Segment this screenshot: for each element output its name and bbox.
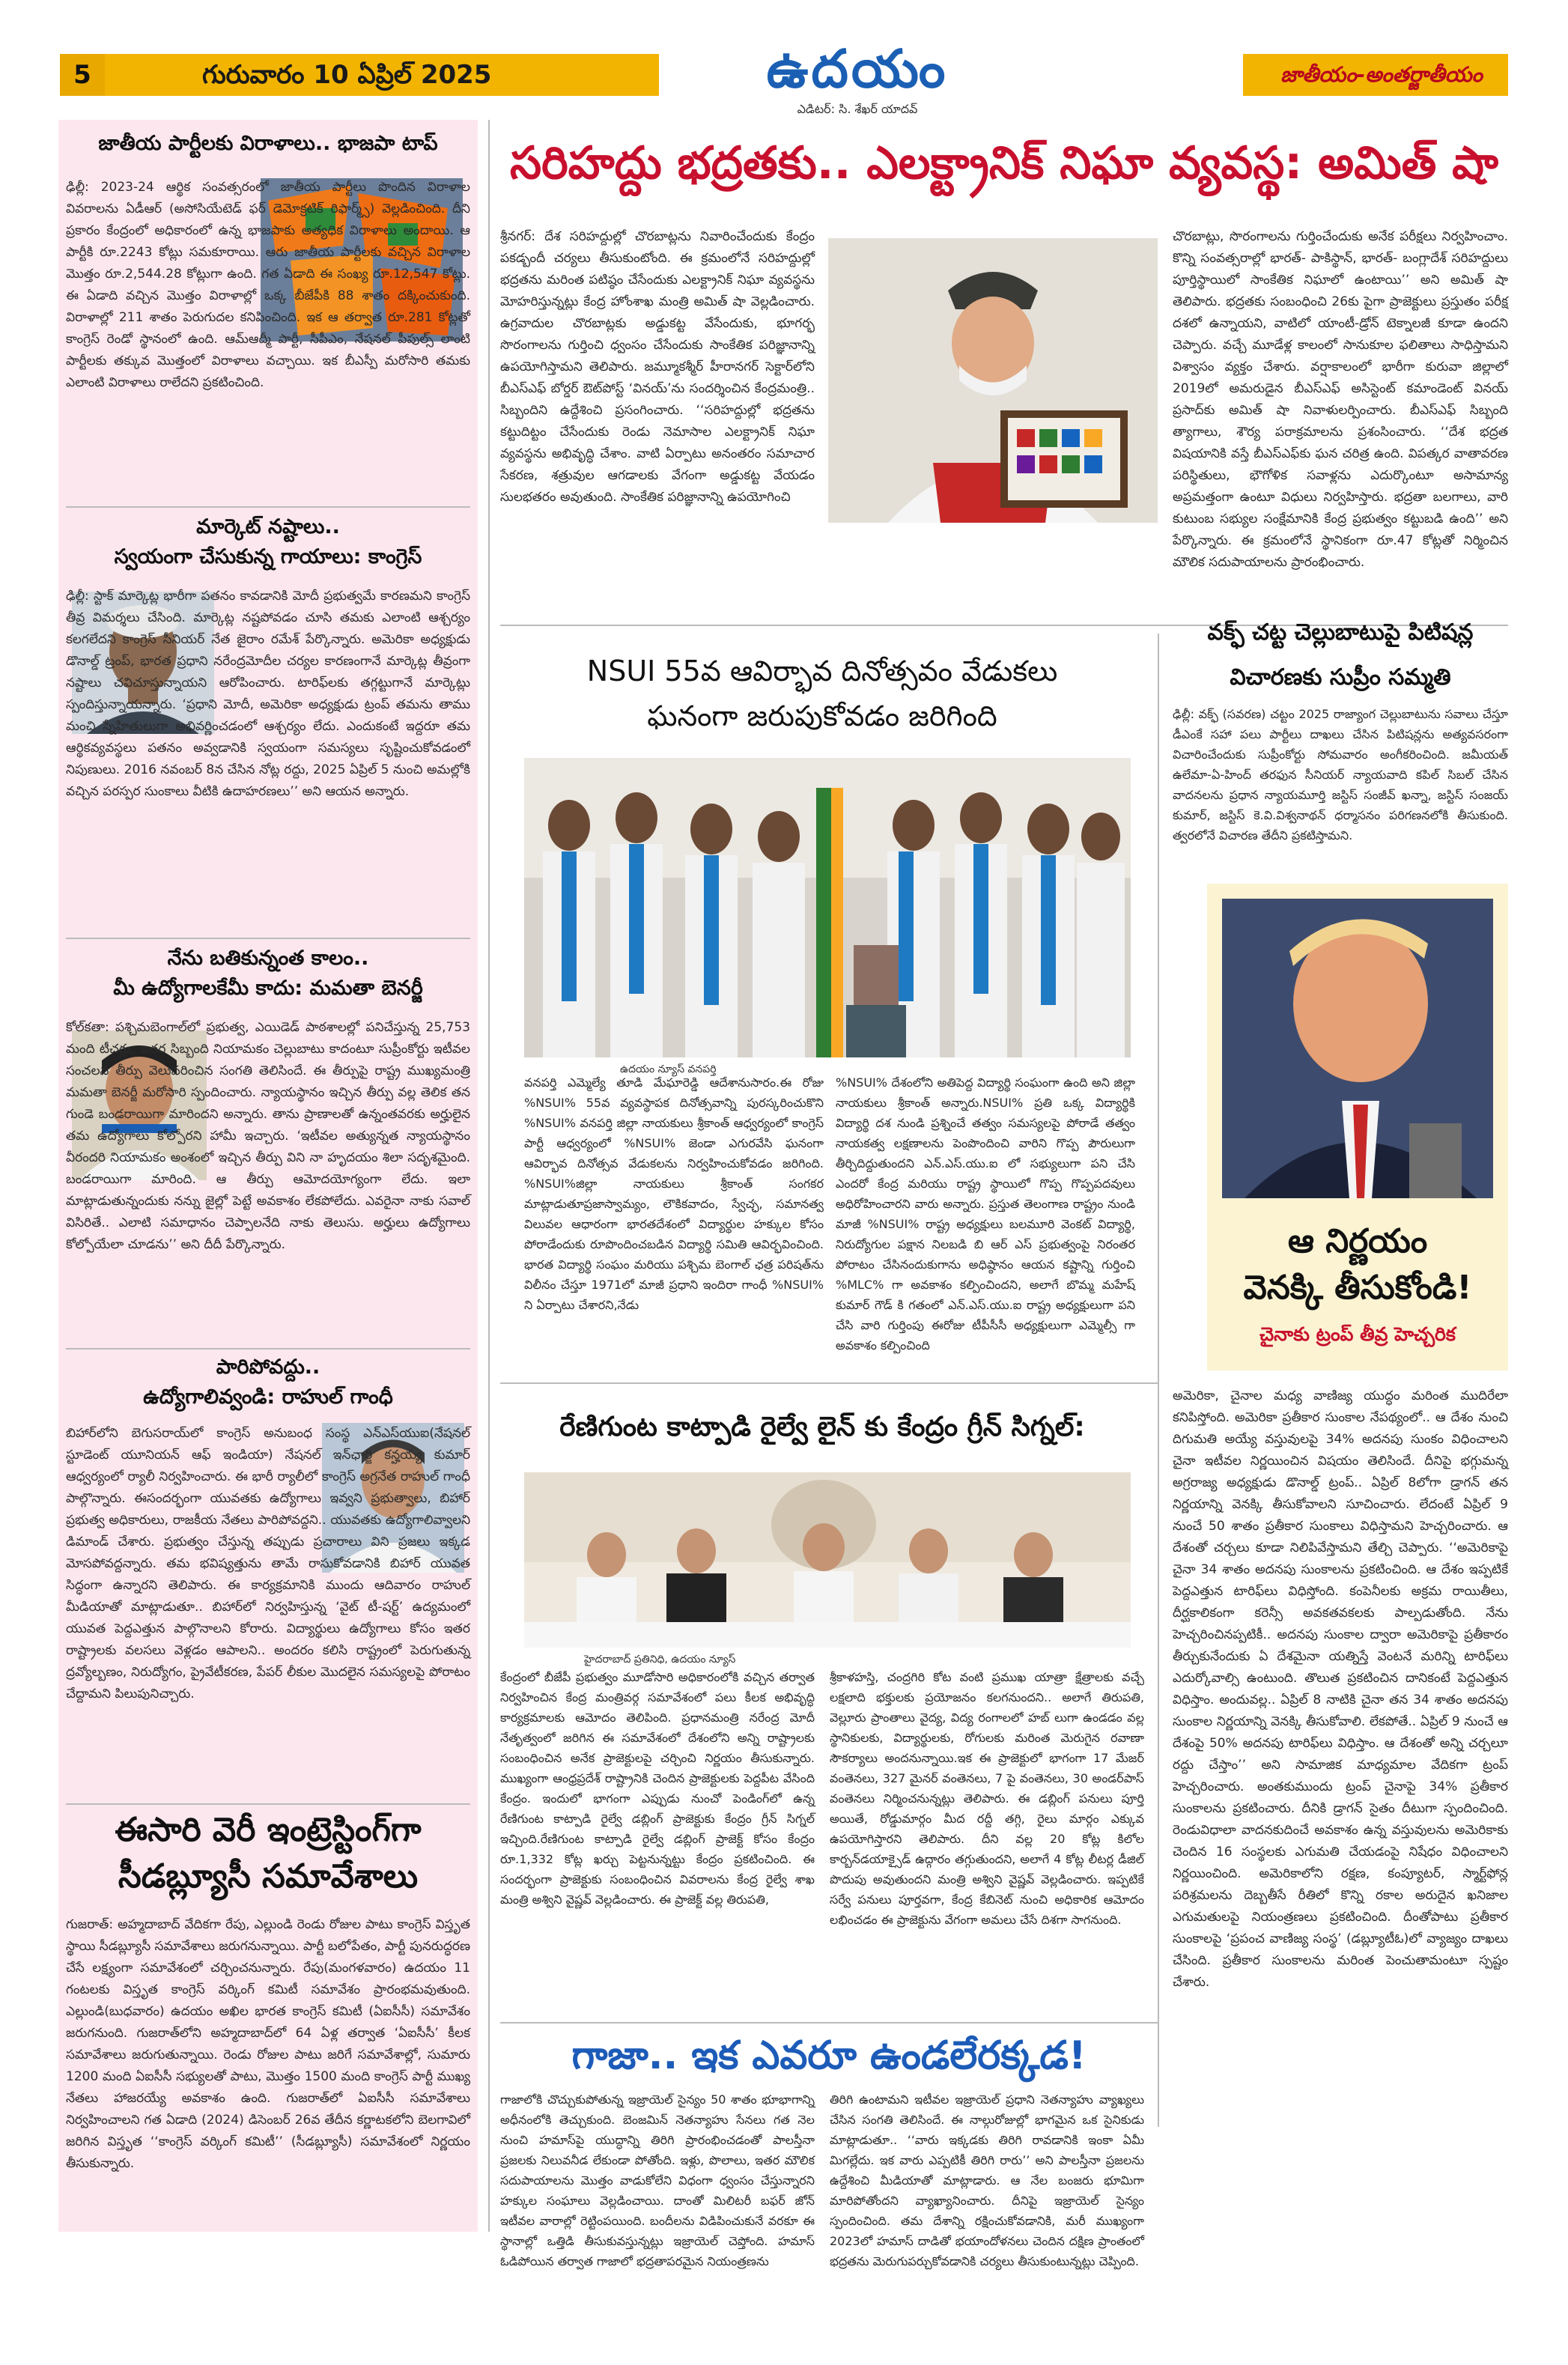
article-mamata-title-1: నేను బతికున్నంత కాలం.. — [167, 947, 369, 970]
page-number: 5 — [60, 54, 105, 96]
waqf-body: ఢిల్లీ: వక్ఫ్ (సవరణ) చట్టం 2025 రాజ్యాంగ చెల్లుబాటును సవాలు చేస్తూ డీఎంకే సహా పలు పార్టీలు దాఖలు చేసిన పిటిషన్లను అత్యవసరంగా విచారించేందుకు సుప్రీంకోర్టు సోమవారం అంగీకరించింది. జమీయత్ ఉలేమా-ఏ-హింద్ తరఫున సీనియర్ న్యాయవాది కపిల్ సిబల్ చేసిన వాదనలను ప్రధాన న్యాయమూర్తి జస్టిస్ సంజీవ్ ఖన్నా, జస్టిస్ సంజయ్ కుమార్, జస్టిస్ కె.వి.విశ్వనాథన్ ధర్మాసనం పరిగణనలోకి తీసుకుంది. త్వరలోనే విచారణ తేదీని ప్రకటిస్తామని. — [1173, 707, 1508, 843]
trump-body: అమెరికా, చైనాల మధ్య వాణిజ్య యుద్ధం మరింత ముదిరేలా కనిపిస్తోంది. అమెరికా ప్రతీకార సుంకాల నేపథ్యంలో.. ఆ దేశం నుంచి దిగుమతి అయ్యే వస్తువులపై 34% అదనపు సుంకం విధించాలని చైనా ఇటీవల నిర్ణయించిన విషయం తెలిసిందే. దీనిపై భగ్గుమన్న అగ్రరాజ్య అధ్యక్షుడు డొనాల్డ్ ట్రంప్.. ఏప్రిల్ 8లోగా డ్రాగన్ తన నిర్ణయాన్ని వెనక్కి తీసుకోవాలని సూచించారు. లేదంటే ఏప్రిల్ 9 నుంచే 50 శాతం ప్రతీకార సుంకాలు విధిస్తామని హెచ్చరించారు. ఆ దేశంతో చర్చలు కూడా నిలిపివేస్తామని తేల్చి చెప్పారు. ‘‘అమెరికాపై చైనా 34 శాతం అదనపు సుంకాలను ప్రకటించింది. ఆ దేశం ఇప్పటికే పెద్దఎత్తున టారిఫ్‌లు విధిస్తోంది. కంపెనీలకు అక్రమ రాయితీలు, దీర్ఘకాలికంగా కరెన్సీ అవకతవకలకు పాల్పడుతోంది. నేను హెచ్చరించినప్పటికీ.. అదనపు సుంకాల ద్వారా అమెరికాపై ప్రతీకారం తీర్చుకునేందుకు ఏ దేశమైనా యత్నిస్తే వెంటనే మరిన్ని టారిఫ్‌లు ఎదుర్కోవాల్సి ఉంటుంది. తొలుత ప్రకటించిన దానికంటే పెద్దఎత్తున విధిస్తాం. అందువల్ల.. ఏప్రిల్ 8 నాటికి చైనా తన 34 శాతం అదనపు సుంకాల నిర్ణయాన్ని వెనక్కి తీసుకోవాలి. లేకపోతే.. ఏప్రిల్ 9 నుంచే ఆ దేశంపై 50% అదనపు టారిఫ్‌లు విధిస్తాం. ఆ దేశంతో అన్ని చర్చలూ రద్దు చేస్తాం’’ అని సామాజిక మాధ్యమాల వేదికగా ట్రంప్ హెచ్చరించారు. అంతకుముందు ట్రంప్ చైనాపై 34% ప్రతీకార సుంకాలను ప్రకటించారు. దీనికి డ్రాగన్ సైతం దీటుగా స్పందించింది. రెండువిధాలా వాదనకుదించే అవకాశం ఉన్న వస్తువులను అమెరికాకు చెందిన 16 సంస్థలకు ఎగుమతి చేయడంపై నిషేధం విధించాలని నిర్ణయించింది. అమెరికాలోని రక్షణ, కంప్యూటర్, స్మార్ట్‌ఫోన్ల పరిశ్రమలను దెబ్బతీసే రీతిలో కొన్ని రకాల అరుదైన ఖనిజాల ఎగుమతులపై నియంత్రణలు ప్రకటించింది. దీంతోపాటు ప్రతీకార సుంకాలపై ‘ప్రపంచ వాణిజ్య సంస్థ’ (డబ్ల్యూటీఓ)లో వ్యాజ్యం దాఖలు చేసింది. ప్రతీకార సుంకాలను మరింత పెంచుతామంటూ స్పష్టం చేశారు. — [1173, 1388, 1508, 1990]
nsui-photo-caption: ఉదయం న్యూస్ వనపర్తి — [620, 1063, 717, 1075]
article-market-body: ఢిల్లీ: స్టాక్ మార్కెట్ల భారీగా పతనం కావడానికి మోదీ ప్రభుత్వమే కారణమని కాంగ్రెస్ తీవ్ర విమర్శలు చేసింది. మార్కెట్ల నష్టపోవడం చూసి తమకు ఎలాంటి ఆశ్చర్యం కలగలేదని కాంగ్రెస్ సీనియర్ నేత జైరాం రమేశ్ పేర్కొన్నారు. అమెరికా అధ్యక్షుడు డొనాల్డ్ ట్రంప్, భారత ప్రధాని నరేంద్రమోదీల చర్యల కారణంగానే మార్కెట్ల తీవ్రంగా నష్టాలు చవిచూస్తున్నాయని ఆరోపించారు. టారిఫ్‌లకు తగ్గట్టుగానే మార్కెట్లు స్పందిస్తున్నాయన్నారు. ‘ప్రధాని మోదీ, అమెరికా అధ్యక్షుడు ట్రంప్ తమను తాము మంచి స్నేహితులుగా అభివర్ణించడంలో ఆశ్చర్యం లేదు. ఎందుకంటే ఇద్దరూ తమ ఆర్థికవ్యవస్థలు పతనం అవ్వడానికి స్వయంగా సమస్యలు సృష్టించుకోవడంలో నిపుణులు. 2016 నవంబర్ 8న చేసిన నోట్ల రద్దు, 2025 ఏప్రిల్ 5 నుంచి అమల్లోకి వచ్చిన పరస్పర సుంకాలు వీటికి ఉదాహరణలు’’ అని ఆయన అన్నారు. — [66, 589, 470, 799]
section-name: జాతీయం-అంతర్జాతీయం — [1280, 62, 1483, 87]
waqf-headline-2: విచారణకు సుప్రీం సమ్మతి — [1230, 664, 1451, 690]
rail-body-col1: కేంద్రంలో బీజేపీ ప్రభుత్వం మూడోసారి అధికారంలోకి వచ్చిన తర్వాత నిర్వహించిన కేంద్ర మంత్రివర్గ సమావేశంలో పలు కీలక అభివృద్ధి కార్యక్రమాలకు ఆమోదం తెలిపింది. ప్రధానమంత్రి నరేంద్ర మోదీ నేతృత్వంలో జరిగిన ఈ సమావేశంలో దేశంలోని అన్ని రాష్ట్రాలకు సంబంధించిన అనేక ప్రాజెక్టులపై చర్చించి నిర్ణయం తీసుకున్నారు. ముఖ్యంగా ఆంధ్రప్రదేశ్ రాష్ట్రానికి చెందిన ప్రాజెక్టులకు పెద్దపీట వేసింది కేంద్రం. ఇందులో భాగంగా ఎప్పుడు నుంచో పెండింగ్‌లో ఉన్న రేణిగుంట కాట్పాడి రైల్వే డబ్లింగ్ ప్రాజెక్టుకు కేంద్రం గ్రీన్ సిగ్నల్ ఇచ్చింది.రేణిగుంట కాట్పాడి రైల్వే డబ్లింగ్ ప్రాజెక్ట్ కోసం కేంద్రం రూ.1,332 కోట్ల ఖర్చు పెట్టనున్నట్టు కేంద్రం ప్రకటించింది. ఈ సందర్భంగా ప్రాజెక్టుకు సంబంధించిన వివరాలను కేంద్ర రైల్వే శాఖ మంత్రి అశ్విని వైష్ణవ్ వెల్లడించారు. ఈ ప్రాజెక్ట్ వల్ల తిరుపతి, — [500, 1670, 815, 1907]
divider — [500, 2022, 1158, 2024]
column-divider — [488, 120, 490, 2232]
waqf-headline-1: వక్ఫ్ చట్ట చెల్లుబాటుపై పిటిషన్ల — [1207, 619, 1474, 646]
nsui-headline-1: NSUI 55వ ఆవిర్భావ దినోత్సవం వేడుకలు — [586, 655, 1058, 687]
divider — [66, 506, 470, 508]
nsui-body-col2: %NSUI% దేశంలోని అతిపెద్ద విద్యార్థి సంఘంగా ఉంది అని జిల్లా నాయకులు శ్రీకాంత్ అన్నారు.NSUI% ప్రతి ఒక్క విద్యార్థికి విద్యార్థి దశ నుండి ప్రశ్నించే తత్వం సమస్యలపై పోరాడే తత్వం నాయకత్వ లక్షణాలను పెంపొందించి వారిని గొప్ప పౌరులుగా తీర్చిదిద్దుతుందని ఎన్.ఎస్.యు.ఐ లో సభ్యులుగా పని చేసి ఎందరో కేంద్ర మరియు రాష్ట్ర స్థాయిలో గొప్ప గొప్పపదవులు అధిరోహించారని వారు అన్నారు. ప్రస్తుత తెలంగాణ రాష్ట్రం నుండి మాజీ %NSUI% రాష్ట్ర అధ్యక్షులు బలమూరి వెంకట్ విద్యార్థి, నిరుద్యోగుల పక్షాన నిలబడి బి ఆర్ ఎస్ ప్రభుత్వంపై నిరంతర పోరాటం చేసినందుకుగాను అధిష్ఠానం ఆయన కష్టాన్ని గుర్తించి %MLC% గా అవకాశం కల్పించిందని, అలాగే బొమ్మ మహేష్ కుమార్ గౌడ్ కి గతంలో ఎన్.ఎస్.యు.ఐ రాష్ట్ర అధ్యక్షులుగా పని చేసి వారి గుర్తింపు ఈరోజు టీపీసీసీ అధ్యక్షులుగా ఎమ్మెల్సీ గా అవకాశం కల్పించింది — [836, 1075, 1135, 1352]
article-cwc-title-2: సీడబ్ల్యూసీ సమావేశాలు — [118, 1857, 419, 1895]
gaza-headline: గాజా.. ఇక ఎవరూ ఉండలేరక్కడ! — [571, 2033, 1087, 2078]
divider — [66, 1348, 470, 1350]
nsui-headline-2: ఘనంగా జరుపుకోవడం జరిగింది — [647, 699, 997, 732]
divider — [66, 1803, 470, 1805]
lead-headline: సరిహద్దు భద్రతకు.. ఎలక్ట్రానిక్ నిఘా వ్యవస్థ: అమిత్ షా — [509, 137, 1499, 189]
trump-photo — [1222, 899, 1493, 1198]
trump-headline-1: ఆ నిర్ణయం — [1287, 1222, 1428, 1260]
rail-body-col2: శ్రీకాళహస్తి, చంద్రగిరి కోట వంటి ప్రముఖ యాత్రా క్షేత్రాలకు వచ్చే లక్షలాది భక్తులకు ప్రయోజనం కలగనుందని.. అలాగే తిరుపతి, వెల్లూరు ప్రాంతాలు వైద్య, విద్య రంగాలలో హబ్ లుగా ఉండడం వల్ల స్థానికులకు, విద్యార్థులకు, రోగులకు మరింత మెరుగైన రవాణా సౌకర్యాలు అందనున్నాయి.ఇక ఈ ప్రాజెక్టులో భాగంగా 17 మేజర్ వంతెనలు, 327 మైనర్ వంతెనలు, 7 పై వంతెనలు, 30 అండర్‌పాస్ వంతెనలు నిర్మించనున్నట్లు తెలిపారు. ఈ డబ్లింగ్ పనులు పూర్తి అయితే, రోడ్డుమార్గం మీద రద్దీ తగ్గి, రైలు మార్గం ఎక్కువ ఉపయోగిస్తారని తెలిపారు. దీని వల్ల 20 కోట్ల కిలోల కార్బన్‌డయాక్సైడ్ ఉద్గారం తగ్గుతుందని, అలాగే 4 కోట్ల లీటర్ల డీజిల్ పొదుపు అవుతుందని మంత్రి అశ్విని వైష్ణవ్ వెల్లడించారు. ఇప్పటికే సర్వే పనులు పూర్తవగా, కేంద్ర కేబినెట్ నుంచి అధికారిక ఆమోదం లభించడం ఈ ప్రాజెక్టును వేగంగా అమలు చేసే దిశగా సాగనుంది. — [830, 1670, 1144, 1927]
article-mamata-body: కోల్‌కతా: పశ్చిమబెంగాల్‌లో ప్రభుత్వ, ఎయిడెడ్ పాఠశాలల్లో పనిచేస్తున్న 25,753 మంది టీచర్లు, ఇతర సిబ్బంది నియామకం చెల్లుబాటు కాదంటూ సుప్రీంకోర్టు ఇటీవల సంచలన తీర్పు వెలువరించిన సంగతి తెలిసిందే. ఈ తీర్పుపై రాష్ట్ర ముఖ్యమంత్రి మమతా బెనర్జీ మరోసారి స్పందించారు. న్యాయస్థానం ఇచ్చిన తీర్పు వల్ల తెలిక తన గుండె బండరాయిగా మారిందని అన్నారు. తాను ప్రాణాలతో ఉన్నంతవరకు అర్హులైన తమ ఉద్యోగాలు కోల్పోరని హామీ ఇచ్చారు. ‘ఇటీవల అత్యున్నత న్యాయస్థానం వీరందరి నియామకం అంశంలో ఇచ్చిన తీర్పు విని నా హృదయం శిలా సదృశమైంది. బండరాయిగా మారింది. ఆ తీర్పు ఆమోదయోగ్యంగా లేదు. ఇలా మాట్లాడుతున్నందుకు నన్ను జైల్లో పెట్టే అవకాశం లేకపోలేదు. ఎవరైనా నాకు సవాల్ విసిరితే.. ఎలాటి సమాధానం చెప్పాలనేది నాకు తెలుసు. అర్హులు ఉద్యోగాలు కోల్పోయేలా చూడను’’ అని దీదీ పేర్కొన్నారు. — [66, 1020, 470, 1252]
article-cwc-title-1: ఈసారి వెరీ ఇంట్రెస్టింగ్‌గా — [115, 1811, 422, 1849]
gaza-body-col2: తిరిగి ఉంటామని ఇటీవల ఇజ్రాయెల్ ప్రధాని నెతన్యాహు వ్యాఖ్యలు చేసిన సంగతి తెలిసిందే. ఈ నాల్గురోజుల్లో భాగమైన ఒక సైనికుడు మాట్లాడుతూ.. ‘‘వారు ఇక్కడకు తిరిగి రావడానికి ఇంకా ఏమీ మిగల్లేదు. ఇక వారు ఎప్పటికీ తిరిగి రారు’’ అని పాలస్తీనా ప్రజలను ఉద్దేశించి మీడియాతో మాట్లాడారు. ఆ నేల బంజరు భూమిగా మారిపోతోందని వ్యాఖ్యానించారు. దీనిపై ఇజ్రాయెల్ సైన్యం స్పందించింది. తమ దేశాన్ని రక్షించుకోవడానికి, మరీ ముఖ్యంగా 2023లో హమాస్ దాడితో భయాందోళనలు చెందిన దక్షిణ ప్రాంతంలో భద్రతను మెరుగుపర్చుకోవడానికి చర్యలు తీసుకుంటున్నట్లు చెప్పింది. — [830, 2092, 1144, 2268]
gaza-body-col1: గాజాలోకి చొచ్చుకుపోతున్న ఇజ్రాయెల్ సైన్యం 50 శాతం భూభాగాన్ని అధీనంలోకి తెచ్చుకుంది. బెంజమిన్ నెతన్యాహు సేనలు గత నెల నుంచి హమాస్‌పై యుద్ధాన్ని తిరిగి ప్రారంభించడంతో పాలస్తీనా ప్రజలకు నిలువనీడ లేకుండా పోతోంది. ఇళ్లు, పొలాలు, ఇతర మౌలిక సదుపాయాలను మొత్తం వాడుకోలేని విధంగా ధ్వంసం చేస్తున్నారని హక్కుల సంఘాలు వెల్లడించాయి. దాంతో మిలిటరీ బఫర్ జోన్ ఇటీవల వారాల్లో రెట్టింపయింది. బందీలను విడిపించుకునే వరకూ ఈ స్థానాల్లో ఒత్తిడి తీసుకువస్తున్నట్లు ఇజ్రాయెల్ చెప్తోంది. హమాస్ ఓడిపోయిన తర్వాత గాజాలో భద్రతాపరమైన నియంత్రణను — [500, 2092, 815, 2268]
article-mamata-title-2: మీ ఉద్యోగాలకేమీ కాదు: మమతా బెనర్జీ — [113, 977, 423, 1000]
amit-shah-photo — [828, 238, 1158, 523]
divider — [500, 1382, 1158, 1384]
nsui-body-col1: వనపర్తి ఎమ్మెల్యే తూడి మేఘారెడ్డి ఆదేశానుసారం.ఈ రోజు %NSUI% 55వ వ్యవస్థాపక దినోత్సవాన్ని పురస్కరించుకొని %NSUI% వనపర్తి జిల్లా నాయకులు శ్రీకాంత్ ఆధ్వర్యంలో కాంగ్రెస్ పార్టీ ఆధ్వర్యంలో %NSUI% జెండా ఎగురవేసి ఘనంగా ఆవిర్భావ దినోత్సవ వేడుకలను నిర్వహించుకోవడం జరిగింది. %NSUI%జిల్లా నాయకులు శ్రీకాంత్ సంగకర మాట్లాడుతూప్రజాస్వామ్యం, లౌకికవాదం, స్వేచ్ఛ, సమానత్వ విలువల ఆధారంగా భారతదేశంలో విద్యార్థుల హక్కుల కోసం పోరాడేందుకు రూపొందించబడిన విద్యార్థి సమితి ఆవిర్భవించింది. భారత విద్యార్థి సంఘం మరియు పశ్చిమ బెంగాల్ ఛత్ర పరిషత్‌ను విలీనం చేస్తూ 1971లో మాజీ ప్రధాని ఇందిరా గాంధీ %NSUI% ని ఏర్పాటు చేశారని,నేడు — [524, 1075, 824, 1312]
article-rahul-title-1: పారిపోవద్దు.. — [216, 1355, 320, 1379]
column-divider — [1158, 634, 1159, 2127]
rail-photo-caption: హైదరాబాద్ ప్రతినిధి, ఉదయం న్యూస్ — [584, 1654, 736, 1666]
divider — [66, 938, 470, 939]
trump-headline-2: వెనక్కి తీసుకోండి! — [1243, 1269, 1472, 1307]
editor-line: ఎడిటర్: సి. శేఖర్ యాదవ్ — [797, 102, 918, 116]
cabinet-meeting-photo — [524, 1472, 1131, 1648]
issue-date: గురువారం 10 ఏప్రిల్ 2025 — [202, 60, 492, 90]
newspaper-logo: ఉదయం — [766, 37, 949, 100]
article-market-title-2: స్వయంగా చేసుకున్న గాయాలు: కాంగ్రెస్ — [114, 545, 422, 568]
article-market-title-1: మార్కెట్ నష్టాలు.. — [196, 515, 340, 538]
article-rahul-title-2: ఉద్యోగాలివ్వండి: రాహుల్ గాంధీ — [143, 1385, 393, 1409]
article-cwc-body: గుజరాత్: అహ్మదాబాద్ వేదికగా రేపు, ఎల్లుండి రెండు రోజుల పాటు కాంగ్రెస్ విస్తృత స్థాయి సీడబ్ల్యూసీ సమావేశాలు జరుగనున్నాయి. పార్టీ బలోపేతం, పార్టీ పునరుద్ధరణ చేసే లక్ష్యంగా సమావేశంలో చర్చించనున్నారు. రేపు(మంగళవారం) ఉదయం 11 గంటలకు విస్తృత కాంగ్రెస్ వర్కింగ్ కమిటీ సమావేశం ప్రారంభమవుతుంది. ఎల్లుండి(బుధవారం) ఉదయం అఖిల భారత కాంగ్రెస్ కమిటీ (ఏఐసీసీ) సమావేశం జరుగనుంది. గుజరాత్‌లోని అహ్మదాబాద్‌లో 64 ఏళ్ల తర్వాత ‘ఏఐసీసీ’ కీలక సమావేశాలు జరుగుతున్నాయి. రెండు రోజుల పాటు జరిగే సమావేశాల్లో, సుమారు 1200 మంది ఏఐసీసీ సభ్యులతో పాటు, మొత్తం 1500 మంది కాంగ్రెస్ పార్టీ ముఖ్య నేతలు హాజరయ్యే అవకాశం ఉంది. గుజరాత్‌లో ఏఐసీసీ సమావేశాలు నిర్వహించాలని గత ఏడాది (2024) డిసెంబర్ 26వ తేదీన కర్ణాటకలోని బెలగావిలో జరిగిన విస్తృత ‘‘కాంగ్రెస్ వర్కింగ్ కమిటీ’’ (సీడబ్ల్యూసీ) సమావేశంలో నిర్ణయం తీసుకున్నారు. — [66, 1917, 471, 2171]
rail-headline: రేణిగుంట కాట్పాడి రైల్వే లైన్ కు కేంద్రం గ్రీన్ సిగ్నల్: — [559, 1412, 1085, 1442]
article-donations-body: ఢిల్లీ: 2023-24 ఆర్థిక సంవత్సరంలో జాతీయ పార్టీలు పొందిన విరాళాల వివరాలను ఏడీఆర్ (అసోసియేటెడ్ ఫర్ డెమోక్రటిక్ రిఫార్మ్స్) వెల్లడించింది. దీని ప్రకారం కేంద్రంలో అధికారంలో ఉన్న భాజపాకు అత్యధిక విరాళాలు అందాయి. ఆ పార్టీకి రూ.2243 కోట్లు సమకూరాయి. ఆరు జాతీయ పార్టీలకు వచ్చిన విరాళాల మొత్తం రూ.2,544.28 కోట్లుగా ఉంది. గత ఏడాది ఈ సంఖ్య రూ.12,547 కోట్లు. ఈ ఏడాది వచ్చిన మొత్తం విరాళాల్లో ఒక్క బీజేపీకి 88 శాతం దక్కించుకుంది. విరాళాల్లో 211 శాతం పెరుగుదల కనిపించింది. ఇక ఆ తర్వాత రూ.281 కోట్లతో కాంగ్రెస్ రెండో స్థానంలో ఉంది. ఆమ్ఆద్మీ పార్టీ, సీపీఎం, నేషనల్ పీపుల్స్ లాంటి పార్టీలకు తక్కువ మొత్తంలో విరాళాలు వచ్చాయి. ఇక బీఎస్పీ మరోసారి తమకు ఎలాంటి విరాళాలు రాలేదని ప్రకటించింది. — [66, 180, 470, 390]
article-donations-title: జాతీయ పార్టీలకు విరాళాలు.. భాజపా టాప్ — [98, 132, 438, 155]
article-rahul-body: బిహార్‌లోని బెగుసరాయ్‌లో కాంగ్రెస్ అనుబంధ సంస్థ ఎన్ఎస్‌యుఐ(నేషనల్ స్టూడెంట్ యూనియన్ ఆఫ్ ఇండియా) నేషనల్ ఇన్‌ఛార్జి కన్హయ్య కుమార్ ఆధ్వర్యంలో ర్యాలీ నిర్వహించారు. ఈ భారీ ర్యాలీలో కాంగ్రెస్ అగ్రనేత రాహుల్ గాంధీ పాల్గొన్నారు. ఈసందర్భంగా యువతకు ఉద్యోగాలు ఇవ్వని ప్రభుత్వాలు, బిహార్ ప్రభుత్వ అధికారులు, రాజకీయ నేతలు పారిపోవద్దని.. యువతకు ఉద్యోగాలివ్వాలని డిమాండ్ చేశారు. ప్రభుత్వం చేస్తున్న తప్పుడు ప్రచారాలు విని ప్రజలు ఇక్కడ మోసపోవద్దన్నారు. తమ భవిష్యత్తును తామే రాసుకోవడానికి బిహార్ యువత సిద్ధంగా ఉన్నారని తెలిపారు. ఈ కార్యక్రమానికి ముందు ఆదివారం రాహుల్ మీడియాతో మాట్లాడుతూ.. బిహార్‌లో నిర్వహిస్తున్న ‘వైట్ టీ-షర్ట్’ ఉద్యమంలో యువత పెద్దఎత్తున పాల్గొనాలని కోరారు. విద్యార్థులు ఉద్యోగాలు కోసం ఇతర రాష్ట్రాలకు వలసలు వెళ్లడం ఆపాలని.. అందరం కలిసి రాష్ట్రంలో పెరుగుతున్న ద్రవ్యోల్బణం, నిరుద్యోగం, ప్రైవేటీకరణ, పేపర్ లీకుల మొదలైన సమస్యలపై పోరాటం చేద్దామని పిలుపునిచ్చారు. — [66, 1426, 470, 1701]
nsui-celebration-photo — [524, 758, 1131, 1057]
lead-body-col1: శ్రీనగర్: దేశ సరిహద్దుల్లో చొరబాట్లను నివారించేందుకు కేంద్రం పకడ్బందీ చర్యలు తీసుకుంటోంది. ఈ క్రమంలోనే సరిహద్దుల్లో భద్రతను మరింత పటిష్ఠం చేసేందుకు ఎలక్ట్రానిక్ నిఘా వ్యవస్థను మోహరిస్తున్నట్లు కేంద్ర హోంశాఖ మంత్రి అమిత్ షా వెల్లడించారు. ఉగ్రవాదుల చొరబాట్లకు అడ్డుకట్ట వేసేందుకు, భూగర్భ సొరంగాలను గుర్తించి ధ్వంసం చేసేందుకు సాంకేతిక పరిజ్ఞానాన్ని ఉపయోగిస్తామని తెలిపారు. జమ్మూకశ్మీర్ హీరానగర్ సెక్టార్‌లోని బీఎస్ఎఫ్ బోర్డర్ ఔట్‌పోస్ట్ ‘వినయ్’ను సందర్శించిన కేంద్రమంత్రి.. సిబ్బందిని ఉద్దేశించి ప్రసంగించారు. ‘‘సరిహద్దుల్లో భద్రతను కట్టుదిట్టం చేసేందుకు రెండు నెమాసాల ఎలక్ట్రానిక్ నిఘా వ్యవస్థను అభివృద్ధి చేశాం. వాటి ఏర్పాటు అనంతరం సమాచార సేకరణ, శత్రువుల ఆగడాలకు వేగంగా అడ్డుకట్ట వేయడం సులభతరం అవుతుంది. సాంకేతిక పరిజ్ఞానాన్ని ఉపయోగించి — [500, 229, 815, 505]
lead-body-col3: చొరబాట్లు, సొరంగాలను గుర్తించేందుకు అనేక పరీక్షలు నిర్వహించాం. కొన్ని సంవత్సరాల్లో భారత్- పాకిస్థాన్, భారత్- బంగ్లాదేశ్ సరిహద్దులు పూర్తిస్థాయిలో సాంకేతిక నిఘాలో ఉంటాయి’’ అని అమిత్ షా తెలిపారు. భద్రతకు సంబంధించి 26కు పైగా ప్రాజెక్టులు ప్రస్తుతం పరీక్ష దశలో ఉన్నాయని, వాటిలో యాంటీ-డ్రోన్ టెక్నాలజీ కూడా ఉందని చెప్పారు. వచ్చే మూడేళ్ల కాలంలో సానుకూల ఫలితాలు సాధిస్తామని విశ్వాసం వ్యక్తం చేశారు. వర్షాకాలంలో భారీగా కురువా జిల్లాలో 2019లో అమరుడైన బీఎస్ఎఫ్ అసిస్టెంట్ కమాండెంట్ వినయ్ ప్రసాద్‌కు అమిత్ షా నివాళులర్పించారు. బీఎస్ఎఫ్ సిబ్బంది త్యాగాలు, శౌర్య పరాక్రమాలను ప్రశంసించారు. ‘‘దేశ భద్రత విషయానికి వస్తే బీఎస్ఎఫ్‌కు ఘన చరిత్ర ఉంది. విపత్కర వాతావరణ పరిస్థితులు, భౌగోళిక సవాళ్లను ఎదుర్కొంటూ అసామాన్య అప్రమత్తంగా ఉంటూ విధులు నిర్వహిస్తారు. భద్రతా బలగాలు, వారి కుటుంబ సభ్యుల సంక్షేమానికి కేంద్ర ప్రభుత్వం కట్టుబడి ఉంది’’ అని పేర్కొన్నారు. ఈ క్రమంలోనే స్థానికంగా రూ.47 కోట్లతో నిర్మించిన మౌలిక సదుపాయాలను ప్రారంభించారు. — [1173, 229, 1508, 570]
trump-subheadline: చైనాకు ట్రంప్ తీవ్ర హెచ్చరిక — [1259, 1323, 1456, 1345]
